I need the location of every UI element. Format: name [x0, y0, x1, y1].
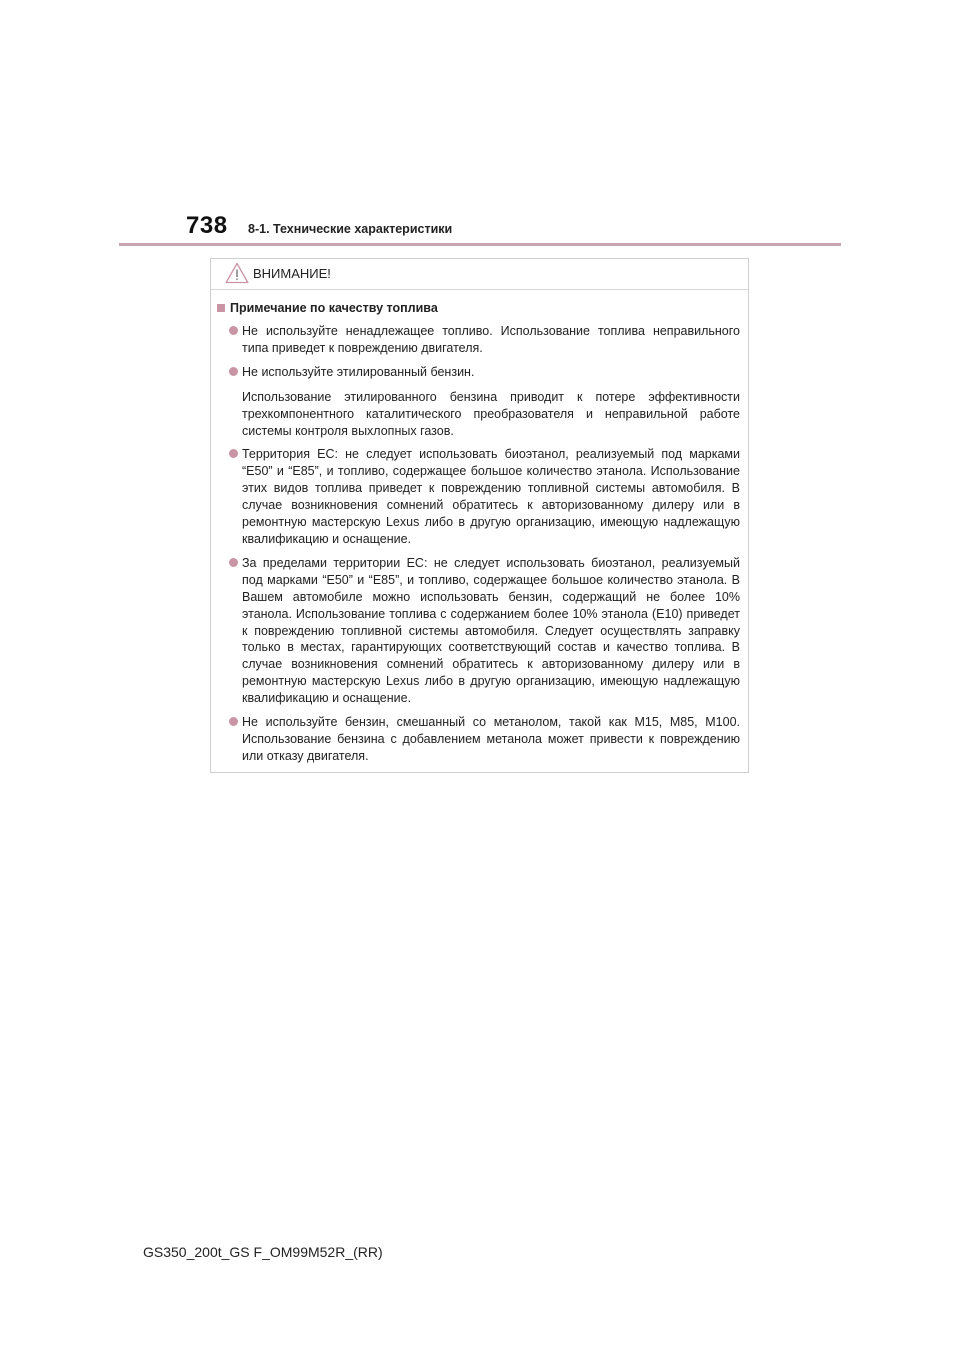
circle-bullet-icon — [229, 326, 238, 335]
list-item-paragraph: Не используйте этилированный бензин. — [242, 364, 475, 379]
list-item — [217, 323, 740, 357]
circle-bullet-icon — [229, 367, 238, 376]
fuel-quality-heading — [217, 301, 740, 315]
model-code-footer: GS350_200t_GS F_OM99M52R_(RR) — [143, 1244, 383, 1260]
circle-bullet-icon — [229, 717, 238, 726]
list-item-paragraph: Использование этилированного бензина приводит к потере эффективности трехкомпонентного каталитического преобразователя и неправильной работе системы контроля выхлопных газов. — [242, 389, 740, 438]
warning-body — [211, 290, 748, 765]
page-number: 738 — [186, 212, 228, 239]
square-bullet-icon — [217, 304, 225, 312]
warning-items-list — [217, 323, 740, 765]
list-item — [217, 446, 740, 547]
list-item — [217, 714, 740, 765]
header-rule — [119, 243, 841, 246]
warning-triangle-icon — [225, 262, 249, 284]
section-title: 8-1. Технические характеристики — [248, 222, 453, 236]
fuel-quality-heading-text: Примечание по качеству топлива — [230, 301, 438, 315]
circle-bullet-icon — [229, 558, 238, 567]
list-item-paragraph: Не используйте бензин, смешанный со метанолом, такой как M15, M85, M100. Использование бензина с добавлением метанола может привести к повреждению или отказу двигателя. — [242, 715, 740, 763]
list-item-paragraph: Территория ЕС: не следует использовать биоэтанол, реализуемый под марками “E50” и “E85”, и топливо, содержащее большое количество этанола. Использование этих видов топлива приведет к повреждению топливной системы автомобиля. В случае возникновения сомнений обратитесь к авторизованному дилеру или в ремонтную мастерскую Lexus либо в другую организацию, имеющую надлежащую квалификацию и оснащение. — [242, 447, 740, 546]
list-item — [217, 555, 740, 707]
list-item — [217, 364, 740, 440]
circle-bullet-icon — [229, 449, 238, 458]
warning-box — [210, 258, 749, 773]
warning-title: ВНИМАНИЕ! — [253, 266, 331, 281]
warning-header — [211, 259, 748, 290]
list-item-paragraph: Не используйте ненадлежащее топливо. Использование топлива неправильного типа приведет к повреждению двигателя. — [242, 324, 740, 355]
list-item-paragraph: За пределами территории ЕС: не следует использовать биоэтанол, реализуемый под марками “E50” и “E85”, и топливо, содержащее большое количество этанола. В Вашем автомобиле можно использовать бензин, содержащий не более 10% этанола. Использование топлива с содержанием более 10% этанола (E10) приведет к повреждению топливной системы автомобиля. Следует осуществлять заправку только в местах, гарантирующих соответствующий состав и качество топлива. В случае возникновения сомнений обратитесь к авторизованному дилеру или в ремонтную мастерскую Lexus либо в другую организацию, имеющую надлежащую квалификацию и оснащение. — [242, 555, 740, 706]
